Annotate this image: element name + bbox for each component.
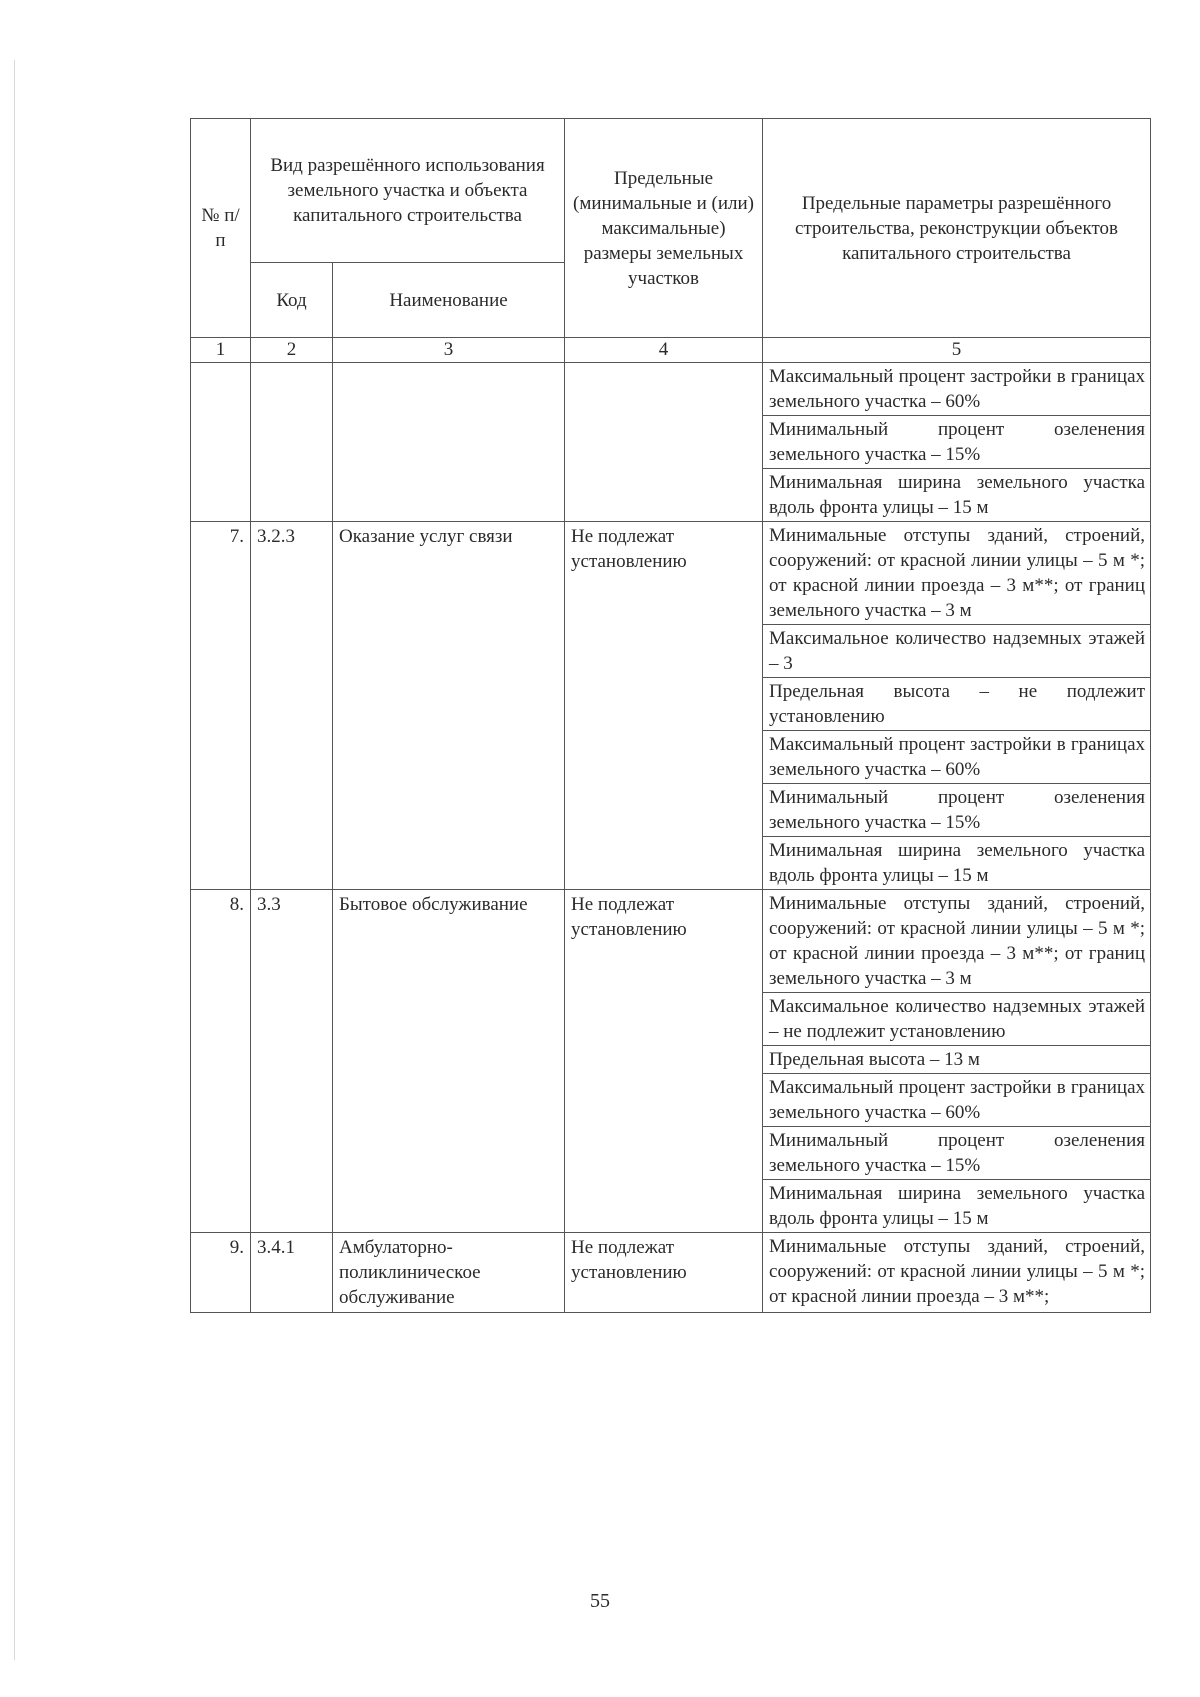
row-code: 3.4.1 xyxy=(251,1233,333,1313)
row-size: Не подлежат установлению xyxy=(565,1233,763,1313)
header-name: Наименование xyxy=(333,263,565,338)
table-row xyxy=(191,1233,1151,1313)
empty-cell xyxy=(565,363,763,522)
param-item: Минимальная ширина земельного участка вдоль фронта улицы – 15 м xyxy=(769,1183,1146,1229)
row-number: 8. xyxy=(191,890,251,1233)
row-size: Не подлежат установлению xyxy=(565,522,763,890)
param-item: Минимальный процент озеленения земельного участка – 15% xyxy=(763,416,1150,469)
param-item: Минимальный процент озеленения земельного участка – 15% xyxy=(763,784,1150,837)
continuation-row xyxy=(191,363,1151,522)
row-code: 3.2.3 xyxy=(251,522,333,890)
header-row xyxy=(191,119,1151,263)
table-row xyxy=(191,890,1151,1233)
param-item: Предельная высота – 13 м xyxy=(763,1046,1150,1074)
param-item: Предельная высота – не подлежит установлению xyxy=(763,678,1150,731)
row-name: Амбулаторно-поликлиническое обслуживание xyxy=(333,1233,565,1313)
column-number: 2 xyxy=(251,338,333,363)
param-item: Минимальная ширина земельного участка вдоль фронта улицы – 15 м xyxy=(769,840,1146,886)
row-code: 3.3 xyxy=(251,890,333,1233)
params-cell xyxy=(763,363,1151,522)
param-item: Минимальные отступы зданий, строений, сооружений: от красной линии улицы – 5 м *; от красной линии проезда – 3 м**; от границ земельного участка – 3 м xyxy=(763,522,1150,625)
params-cell xyxy=(763,522,1151,890)
param-item: Минимальные отступы зданий, строений, сооружений: от красной линии улицы – 5 м *; от красной линии проезда – 3 м**; xyxy=(769,1236,1146,1307)
empty-cell xyxy=(191,363,251,522)
row-name: Бытовое обслуживание xyxy=(333,890,565,1233)
param-item: Максимальный процент застройки в границах земельного участка – 60% xyxy=(763,363,1150,416)
param-item: Минимальный процент озеленения земельного участка – 15% xyxy=(763,1127,1150,1180)
header-vid: Вид разрешённого использования земельного участка и объекта капитального строительства xyxy=(251,119,565,263)
param-item: Максимальный процент застройки в границах земельного участка – 60% xyxy=(763,731,1150,784)
column-number: 1 xyxy=(191,338,251,363)
param-item: Максимальное количество надземных этажей – не подлежит установлению xyxy=(763,993,1150,1046)
row-size: Не подлежат установлению xyxy=(565,890,763,1233)
column-number: 4 xyxy=(565,338,763,363)
empty-cell xyxy=(251,363,333,522)
params-cell xyxy=(763,890,1151,1233)
table-row xyxy=(191,522,1151,890)
params-cell xyxy=(763,1233,1151,1313)
row-name: Оказание услуг связи xyxy=(333,522,565,890)
regulations-table xyxy=(190,118,1151,1313)
param-item: Минимальная ширина земельного участка вдоль фронта улицы – 15 м xyxy=(769,472,1146,518)
column-number: 5 xyxy=(763,338,1151,363)
header-code: Код xyxy=(251,263,333,338)
row-number: 9. xyxy=(191,1233,251,1313)
column-numbers-row xyxy=(191,338,1151,363)
empty-cell xyxy=(333,363,565,522)
param-item: Максимальный процент застройки в границах земельного участка – 60% xyxy=(763,1074,1150,1127)
column-number: 3 xyxy=(333,338,565,363)
header-params: Предельные параметры разрешённого строительства, реконструкции объектов капитального строительства xyxy=(763,119,1151,338)
scan-edge xyxy=(14,60,15,1660)
header-size: Предельные (минимальные и (или) максимальные) размеры земельных участков xyxy=(565,119,763,338)
page-number: 55 xyxy=(590,1590,610,1612)
row-number: 7. xyxy=(191,522,251,890)
param-item: Максимальное количество надземных этажей – 3 xyxy=(763,625,1150,678)
header-num: № п/п xyxy=(191,119,251,338)
param-item: Минимальные отступы зданий, строений, сооружений: от красной линии улицы – 5 м *; от красной линии проезда – 3 м**; от границ земельного участка – 3 м xyxy=(763,890,1150,993)
